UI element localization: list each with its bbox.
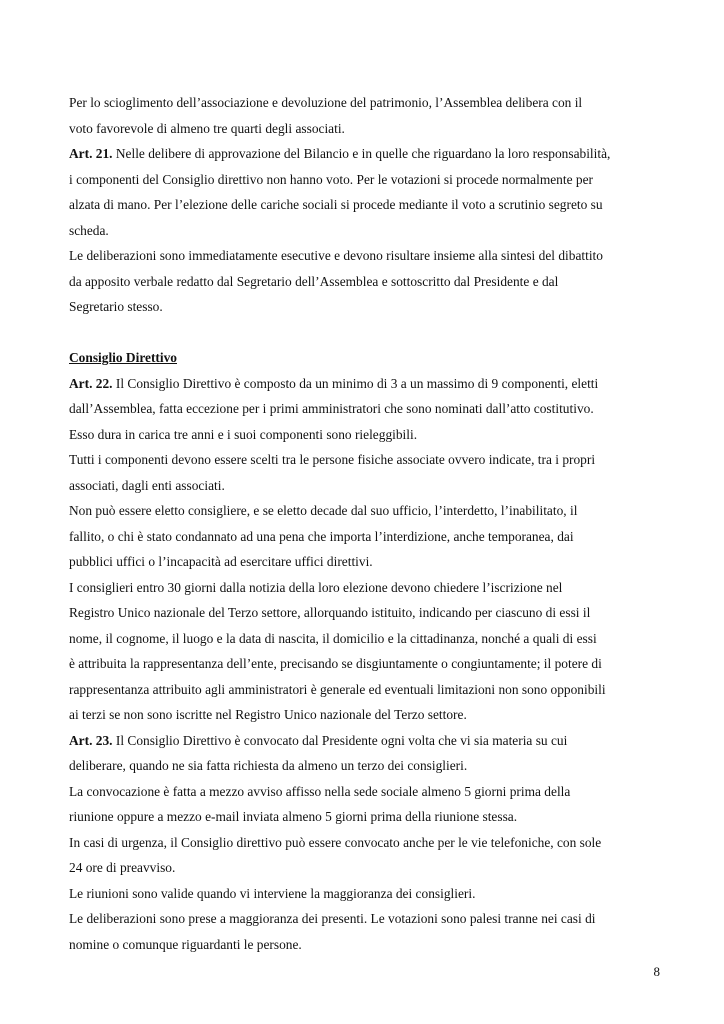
paragraph-eligibility <box>69 498 659 575</box>
text-line: In casi di urgenza, il Consiglio direttivo può essere convocato anche per le vie telefoniche, con sole <box>69 834 602 850</box>
text-line: riunione oppure a mezzo e-mail inviata almeno 5 giorni prima della riunione stessa. <box>69 809 518 824</box>
section-heading: Consiglio Direttivo <box>69 350 177 365</box>
paragraph-majority <box>69 906 659 957</box>
text-line: Tutti i componenti devono essere scelti tra le persone fisiche associate ovvero indicate, tra i propri <box>69 452 596 467</box>
text-line: da apposito verbale redatto dal Segretario dell’Assemblea e sottoscritto dal Presidente e dal <box>69 273 559 289</box>
text-line <box>69 141 659 167</box>
text-line: Segretario stesso. <box>69 299 163 314</box>
paragraph-dissolution <box>69 90 659 141</box>
paragraph-quorum <box>69 881 659 907</box>
text-line: ai terzi se non sono iscritte nel Registro Unico nazionale del Terzo settore. <box>69 707 467 722</box>
text-line: I consiglieri entro 30 giorni dalla notizia della loro elezione devono chiedere l’iscrizione nel <box>69 579 563 595</box>
document-body <box>69 90 659 957</box>
paragraph-convocation <box>69 779 659 830</box>
text-line: dall’Assemblea, fatta eccezione per i primi amministratori che sono nominati dall’atto costitutivo. <box>69 401 594 416</box>
text-line: Le riunioni sono valide quando vi interviene la maggioranza dei consiglieri. <box>69 885 476 901</box>
text-line: i componenti del Consiglio direttivo non hanno voto. Per le votazioni si procede normalmente per <box>69 171 593 187</box>
text-line: nome, il cognome, il luogo e la data di nascita, il domicilio e la cittadinanza, nonché a quali di essi <box>69 630 597 646</box>
text-line: rappresentanza attribuito agli amministratori è generale ed eventuali limitazioni non sono opponibili <box>69 681 606 697</box>
paragraph-urgency <box>69 830 659 881</box>
article-21 <box>69 141 659 243</box>
text-line: Registro Unico nazionale del Terzo settore, allorquando istituito, indicando per ciascuno di essi il <box>69 605 591 620</box>
text-line: fallito, o chi è stato condannato ad una pena che importa l’interdizione, anche temporanea, dai <box>69 528 574 544</box>
paragraph-registration <box>69 575 659 728</box>
text-line: Le deliberazioni sono immediatamente esecutive e devono risultare insieme alla sintesi del dibattito <box>69 248 603 263</box>
text-line: Esso dura in carica tre anni e i suoi componenti sono rieleggibili. <box>69 426 418 442</box>
text-line <box>69 728 659 754</box>
text-line: 24 ore di preavviso. <box>69 860 176 875</box>
paragraph-deliberations <box>69 243 659 320</box>
article-22 <box>69 371 659 448</box>
text-line: associati, dagli enti associati. <box>69 477 225 493</box>
article-number: Art. 21. <box>69 146 113 161</box>
text-line: nomine o comunque riguardanti le persone. <box>69 936 302 952</box>
text-line: pubblici uffici o l’incapacità ad esercitare uffici direttivi. <box>69 554 373 569</box>
text-line: Per lo scioglimento dell’associazione e devoluzione del patrimonio, l’Assemblea delibera con il <box>69 95 583 110</box>
article-text: Nelle delibere di approvazione del Bilancio e in quelle che riguardano la loro responsabilità, <box>112 146 611 161</box>
text-line: Non può essere eletto consigliere, e se eletto decade dal suo ufficio, l’interdetto, l’inabilitato, il <box>69 503 578 518</box>
text-line: Le deliberazioni sono prese a maggioranza dei presenti. Le votazioni sono palesi tranne nei casi di <box>69 911 596 926</box>
text-line: scheda. <box>69 222 109 238</box>
page-number: 8 <box>653 964 660 979</box>
text-line: deliberare, quando ne sia fatta richiesta da almeno un terzo dei consiglieri. <box>69 758 468 773</box>
text-line <box>69 371 659 397</box>
text-line: voto favorevole di almeno tre quarti degli associati. <box>69 120 345 136</box>
article-number: Art. 22. <box>69 375 113 391</box>
article-text: Il Consiglio Direttivo è convocato dal Presidente ogni volta che vi sia materia su cui <box>112 732 568 748</box>
text-line: alzata di mano. Per l’elezione delle cariche sociali si procede mediante il voto a scrutinio segreto su <box>69 197 603 212</box>
blank-line <box>69 320 659 346</box>
article-23 <box>69 728 659 779</box>
article-number: Art. 23. <box>69 732 113 748</box>
article-text: Il Consiglio Direttivo è composto da un minimo di 3 a un massimo di 9 componenti, eletti <box>112 375 599 391</box>
paragraph-members <box>69 447 659 498</box>
text-line: La convocazione è fatta a mezzo avviso affisso nella sede sociale almeno 5 giorni prima della <box>69 783 571 799</box>
text-line: è attribuita la rappresentanza dell’ente, precisando se disgiuntamente o congiuntamente; il potere di <box>69 656 602 671</box>
